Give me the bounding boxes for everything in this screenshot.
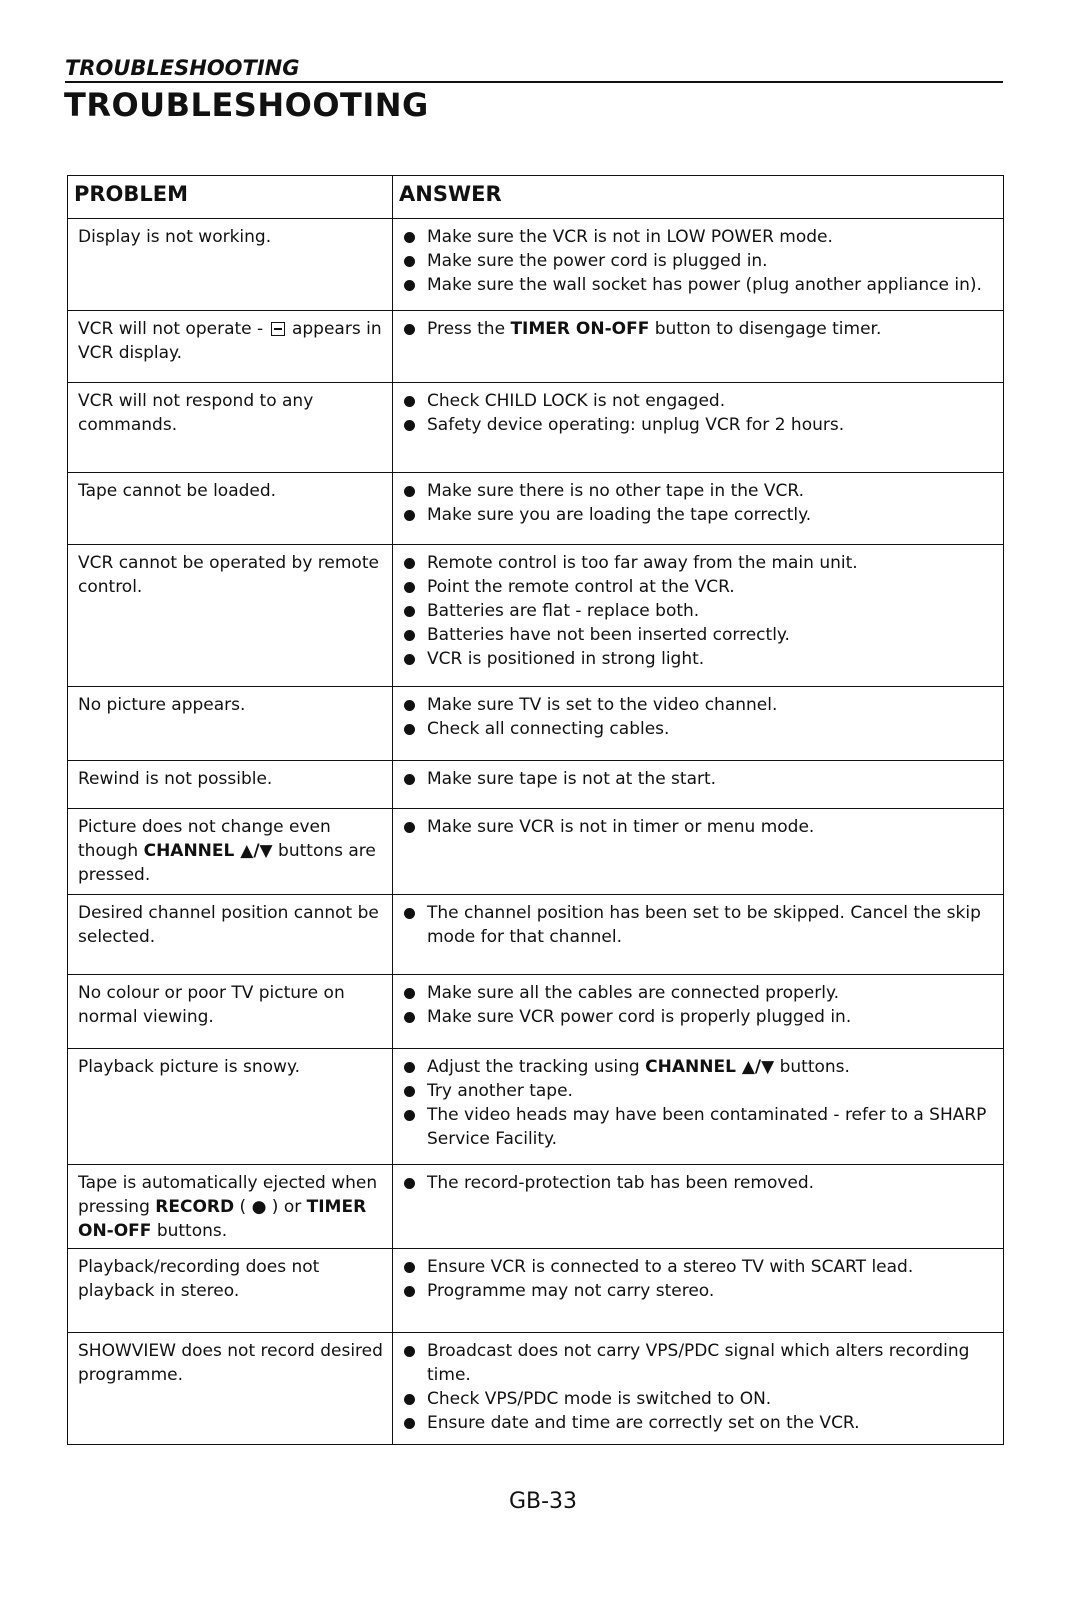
table-row xyxy=(68,383,1004,473)
answer-item: Make sure tape is not at the start. xyxy=(399,767,997,791)
answer-cell xyxy=(393,219,1004,311)
answer-item: Make sure TV is set to the video channel. xyxy=(399,693,997,717)
table-row xyxy=(68,473,1004,545)
record-label: RECORD xyxy=(155,1197,235,1217)
table-row xyxy=(68,895,1004,975)
problem-cell: Picture does not change even though CHANNEL ▲/▼ buttons are pressed. xyxy=(68,809,393,895)
answer-item: Make sure all the cables are connected properly. xyxy=(399,981,997,1005)
answer-item: Make sure the power cord is plugged in. xyxy=(399,249,997,273)
page-title: TROUBLESHOOTING xyxy=(64,86,429,124)
problem-cell: VCR cannot be operated by remote control. xyxy=(68,545,393,687)
problem-cell: Tape cannot be loaded. xyxy=(68,473,393,545)
answer-item: The channel position has been set to be skipped. Cancel the skip mode for that channel. xyxy=(399,901,997,949)
answer-cell xyxy=(393,311,1004,383)
problem-cell: No colour or poor TV picture on normal viewing. xyxy=(68,975,393,1049)
answer-cell xyxy=(393,687,1004,761)
table-row xyxy=(68,1049,1004,1165)
channel-buttons-label: CHANNEL ▲/▼ xyxy=(645,1057,775,1077)
problem-text: appears in VCR display. xyxy=(78,319,382,363)
answer-item: The record-protection tab has been removed. xyxy=(399,1171,997,1195)
answer-cell xyxy=(393,1249,1004,1333)
answer-item: Make sure you are loading the tape correctly. xyxy=(399,503,997,527)
answer-item: Broadcast does not carry VPS/PDC signal which alters recording time. xyxy=(399,1339,997,1387)
problem-cell xyxy=(68,311,393,383)
problem-text: VCR will not operate - xyxy=(78,319,269,339)
timer-icon xyxy=(271,322,285,336)
answer-item: Adjust the tracking using CHANNEL ▲/▼ buttons. xyxy=(399,1055,997,1079)
table-row xyxy=(68,1165,1004,1249)
timer-on-off-label: TIMER ON-OFF xyxy=(510,319,650,339)
problem-cell: Playback picture is snowy. xyxy=(68,1049,393,1165)
header-rule xyxy=(65,81,1003,83)
problem-cell: VCR will not respond to any commands. xyxy=(68,383,393,473)
problem-cell: Rewind is not possible. xyxy=(68,761,393,809)
table-row xyxy=(68,219,1004,311)
table-row xyxy=(68,311,1004,383)
answer-item: The video heads may have been contaminated - refer to a SHARP Service Facility. xyxy=(399,1103,997,1151)
answer-cell xyxy=(393,761,1004,809)
problem-cell: Display is not working. xyxy=(68,219,393,311)
answer-item: Ensure VCR is connected to a stereo TV with SCART lead. xyxy=(399,1255,997,1279)
answer-cell xyxy=(393,975,1004,1049)
problem-cell: Desired channel position cannot be selected. xyxy=(68,895,393,975)
answer-cell xyxy=(393,1165,1004,1249)
answer-cell xyxy=(393,1049,1004,1165)
troubleshooting-table xyxy=(67,175,1004,1445)
table-row xyxy=(68,975,1004,1049)
answer-cell xyxy=(393,545,1004,687)
table-row xyxy=(68,545,1004,687)
section-label: TROUBLESHOOTING xyxy=(65,56,300,80)
answer-item: Make sure VCR is not in timer or menu mode. xyxy=(399,815,997,839)
table-row xyxy=(68,1249,1004,1333)
answer-item: Safety device operating: unplug VCR for 2 hours. xyxy=(399,413,997,437)
problem-cell: SHOWVIEW does not record desired programme. xyxy=(68,1333,393,1445)
answer-item: Try another tape. xyxy=(399,1079,997,1103)
answer-item: Programme may not carry stereo. xyxy=(399,1279,997,1303)
answer-item: Make sure there is no other tape in the VCR. xyxy=(399,479,997,503)
page-number: GB-33 xyxy=(508,1489,578,1514)
answer-cell xyxy=(393,473,1004,545)
answer-cell xyxy=(393,383,1004,473)
answer-item: Make sure the wall socket has power (plug another appliance in). xyxy=(399,273,997,297)
answer-item: Batteries are flat - replace both. xyxy=(399,599,997,623)
answer-item: Remote control is too far away from the main unit. xyxy=(399,551,997,575)
timer-on-off-label: TIMER ON-OFF xyxy=(78,1197,367,1241)
answer-column-header: ANSWER xyxy=(393,176,1004,219)
answer-cell xyxy=(393,1333,1004,1445)
answer-cell xyxy=(393,809,1004,895)
table-row xyxy=(68,761,1004,809)
table-header-row xyxy=(68,176,1004,219)
answer-item: Batteries have not been inserted correctly. xyxy=(399,623,997,647)
table-row xyxy=(68,809,1004,895)
table-row xyxy=(68,1333,1004,1445)
problem-cell: No picture appears. xyxy=(68,687,393,761)
answer-item: Point the remote control at the VCR. xyxy=(399,575,997,599)
answer-item: Press the TIMER ON-OFF button to disengage timer. xyxy=(399,317,997,341)
channel-buttons-label: CHANNEL ▲/▼ xyxy=(143,841,273,861)
answer-item: Make sure VCR power cord is properly plugged in. xyxy=(399,1005,997,1029)
problem-column-header: PROBLEM xyxy=(68,176,393,219)
answer-item: Make sure the VCR is not in LOW POWER mode. xyxy=(399,225,997,249)
problem-cell: Playback/recording does not playback in stereo. xyxy=(68,1249,393,1333)
problem-cell: Tape is automatically ejected when pressing RECORD ( ● ) or TIMER ON-OFF buttons. xyxy=(68,1165,393,1249)
answer-cell xyxy=(393,895,1004,975)
answer-item: Check VPS/PDC mode is switched to ON. xyxy=(399,1387,997,1411)
table-row xyxy=(68,687,1004,761)
answer-item: Check CHILD LOCK is not engaged. xyxy=(399,389,997,413)
answer-item: Ensure date and time are correctly set on the VCR. xyxy=(399,1411,997,1435)
answer-item: VCR is positioned in strong light. xyxy=(399,647,997,671)
answer-item: Check all connecting cables. xyxy=(399,717,997,741)
